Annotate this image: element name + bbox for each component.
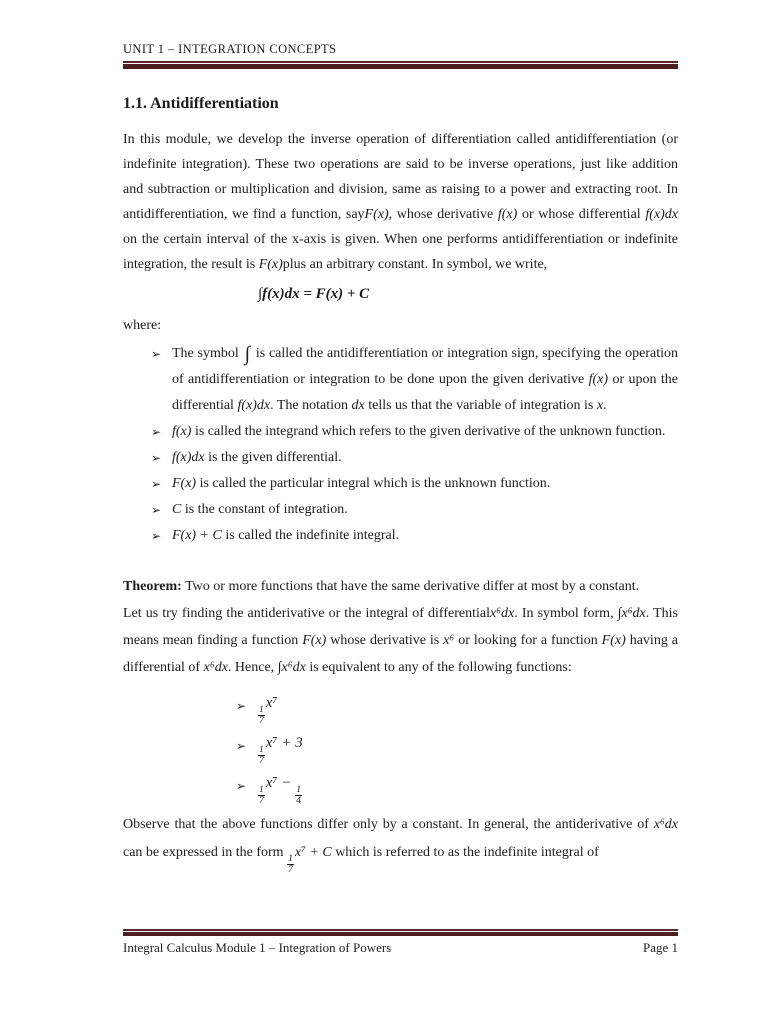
math-x6: x⁶ [443,633,455,648]
math-F-of-x: F(x) [364,207,389,222]
math-f-of-x: f(x) [497,207,518,222]
theorem-text: Two or more functions that have the same derivative differ at most by a constant. [181,579,640,594]
arrow-bullet-icon: ➢ [151,529,162,543]
math-expression: x⁷ + 3 [265,734,303,751]
fraction-one-seventh [287,854,294,876]
discussion-text: having a differential of [123,633,678,675]
intro-paragraph [123,127,678,277]
discussion-text: is equivalent to any of the following functions: [305,660,572,675]
fraction-one-seventh [258,745,265,767]
math-expression: x⁷ [265,695,278,711]
footer-rule-thick [123,932,678,936]
section-heading: 1.1. Antidifferentiation [123,95,279,112]
intro-text: plus an arbitrary constant. In symbol, we write, [282,257,548,272]
math-expression: x⁷ − [265,774,296,791]
math-F-of-x: F(x) [302,633,327,648]
fraction-denominator: 7 [288,865,293,876]
definition-text: . The notation [270,398,352,413]
intro-text: on the certain interval of the x-axis is given. When one performs antidifferentiation or indefinite integration, the result is [123,232,678,272]
header-rule-thick [123,64,678,69]
math-x6-dx: x⁶dx [653,816,678,832]
page-header [123,42,678,69]
math-x: x [596,398,604,413]
footer-rule-thin [123,929,678,931]
math-x7-plus-C: x⁷ + C [294,844,332,860]
math-list-item [123,767,678,807]
list-item-indefinite-integral [123,523,678,549]
math-f-of-x: f(x) [588,372,609,387]
fraction-numerator: 1 [259,784,264,795]
list-item-differential [123,445,678,471]
math-f-of-x-dx: f(x)dx [645,207,678,222]
integral-sign-icon: ∫ [244,343,251,365]
fraction-denominator: 7 [259,716,264,727]
math-F-of-x: F(x) [258,257,283,272]
theorem-paragraph [123,573,678,600]
math-f-of-x-dx: f(x)dx [237,398,271,413]
list-item-particular-integral [123,471,678,497]
fraction-one-fourth [295,785,302,807]
discussion-text: . Hence, [227,660,278,675]
fraction-one-seventh [258,785,265,807]
header-rule-thin [123,61,678,63]
definition-text: The symbol [172,346,243,361]
intro-text: In this module, we develop the inverse operation of differentiation called antidifferentiation (or indefinite integration). These two operations are said to be inverse operations, just like addition and subtraction or multiplication and division, same as raising to a power and extracting root. In antidifferentiation, we find a function, say [123,132,678,222]
header-title: UNIT 1 – INTEGRATION CONCEPTS [123,42,337,56]
math-C: C [172,502,182,517]
page-footer [123,929,678,956]
math-list-item [123,687,678,727]
arrow-bullet-icon: ➢ [151,425,162,439]
definition-text: tells us that the variable of integration is [364,398,597,413]
math-f-of-x: f(x) [172,424,192,439]
math-x6-dx: x⁶dx [489,606,515,621]
arrow-bullet-icon: ➢ [236,699,247,713]
fraction-one-seventh [258,705,265,727]
theorem-label: Theorem: [123,579,182,594]
math-F-of-x: F(x) [172,476,197,491]
math-dx: dx [351,398,365,413]
arrow-bullet-icon: ➢ [151,477,162,491]
arrow-bullet-icon: ➢ [151,451,162,465]
footer-title: Integral Calculus Module 1 – Integration of Powers [123,939,392,955]
where-label: where: [123,318,162,333]
page-number: Page 1 [642,939,678,955]
definition-list [123,341,678,549]
discussion-text: whose derivative is [326,633,444,648]
list-item-integrand [123,419,678,445]
definition-text: is called the particular integral which is the unknown function. [196,476,551,491]
fraction-numerator: 1 [296,784,301,795]
fraction-denominator: 7 [259,796,264,807]
intro-text: or whose differential [517,207,646,222]
math-x6-dx: x⁶dx [203,660,228,675]
arrow-bullet-icon: ➢ [236,778,247,793]
fraction-numerator: 1 [259,744,264,755]
integral-formula: ∫f(x)dx = F(x) + C [258,286,370,302]
fraction-numerator: 1 [288,853,293,864]
observe-text: which is referred to as the indefinite integral of [331,844,599,860]
fraction-denominator: 4 [296,796,301,807]
definition-text: is called the antidifferentiation or integration sign, specifying the operation of antidifferentiation or integration to be done upon the given derivative [172,346,678,387]
discussion-text: . In symbol form, [514,606,618,621]
observe-text: can be expressed in the form [123,844,288,860]
arrow-bullet-icon: ➢ [236,738,247,753]
definition-text: is called the integrand which refers to the given derivative of the unknown function. [191,424,666,439]
math-f-of-x-dx: f(x)dx [172,450,205,465]
math-F-of-x-plus-C: F(x) + C [172,528,222,543]
definition-text: or upon the differential [172,372,678,413]
observe-text: Observe that the above functions differ only by a constant. In general, the antiderivative of [123,816,654,832]
math-list-item [123,727,678,767]
definition-text: is the given differential. [204,450,342,465]
math-function-list [123,687,678,807]
definition-text: is the constant of integration. [181,502,348,517]
arrow-bullet-icon: ➢ [151,503,162,517]
list-item-constant [123,497,678,523]
discussion-paragraph [123,600,678,681]
discussion-text: or looking for a function [454,633,602,648]
fraction-denominator: 7 [259,756,264,767]
discussion-text: Let us try finding the antiderivative or the integral of differential [123,606,490,621]
math-integral-x6-dx: ∫x⁶dx [617,606,646,621]
fraction-numerator: 1 [259,705,264,715]
observe-paragraph [123,811,678,876]
discussion-text: . This means mean finding a function [123,606,678,648]
list-item-integration-sign [123,341,678,419]
footer-row [123,940,678,956]
math-F-of-x: F(x) [601,633,626,648]
math-integral-x6-dx: ∫x⁶dx [277,660,306,675]
definition-text: . [603,398,607,413]
definition-text: is called the indefinite integral. [221,528,400,543]
arrow-bullet-icon: ➢ [151,347,162,361]
intro-text: , whose derivative [388,207,498,222]
